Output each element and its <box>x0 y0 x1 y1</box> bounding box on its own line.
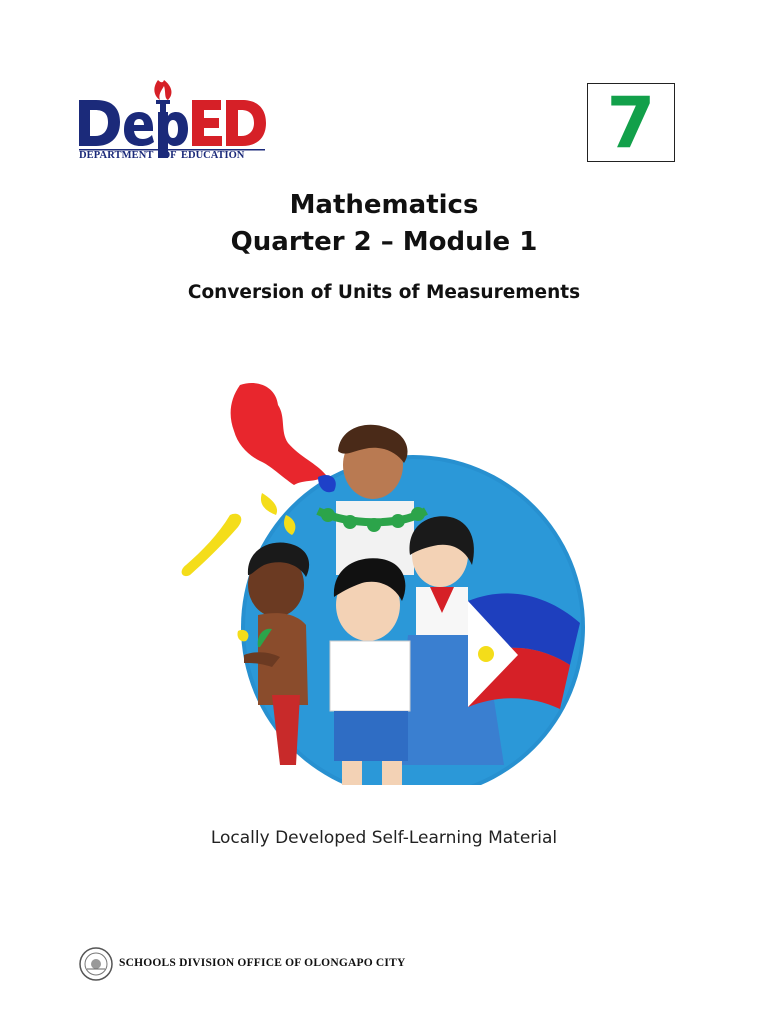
logo-caption-education: EDUCATION <box>181 150 245 161</box>
module-title: Quarter 2 – Module 1 <box>230 227 538 257</box>
grade-level-box <box>587 83 675 162</box>
lesson-title: Conversion of Units of Measurements <box>187 282 581 303</box>
logo-caption-department: DEPARTMENT <box>79 150 154 161</box>
material-note: Locally Developed Self-Learning Material <box>210 828 558 848</box>
grade-number: 7 <box>606 82 656 164</box>
filipino-children-map-illustration <box>168 365 608 785</box>
subject-title: Mathematics <box>289 190 479 220</box>
logo-caption-of: OF <box>162 150 177 161</box>
division-office-name: SCHOOLS DIVISION OFFICE OF OLONGAPO CITY <box>119 957 406 969</box>
division-seal-icon <box>79 947 113 981</box>
